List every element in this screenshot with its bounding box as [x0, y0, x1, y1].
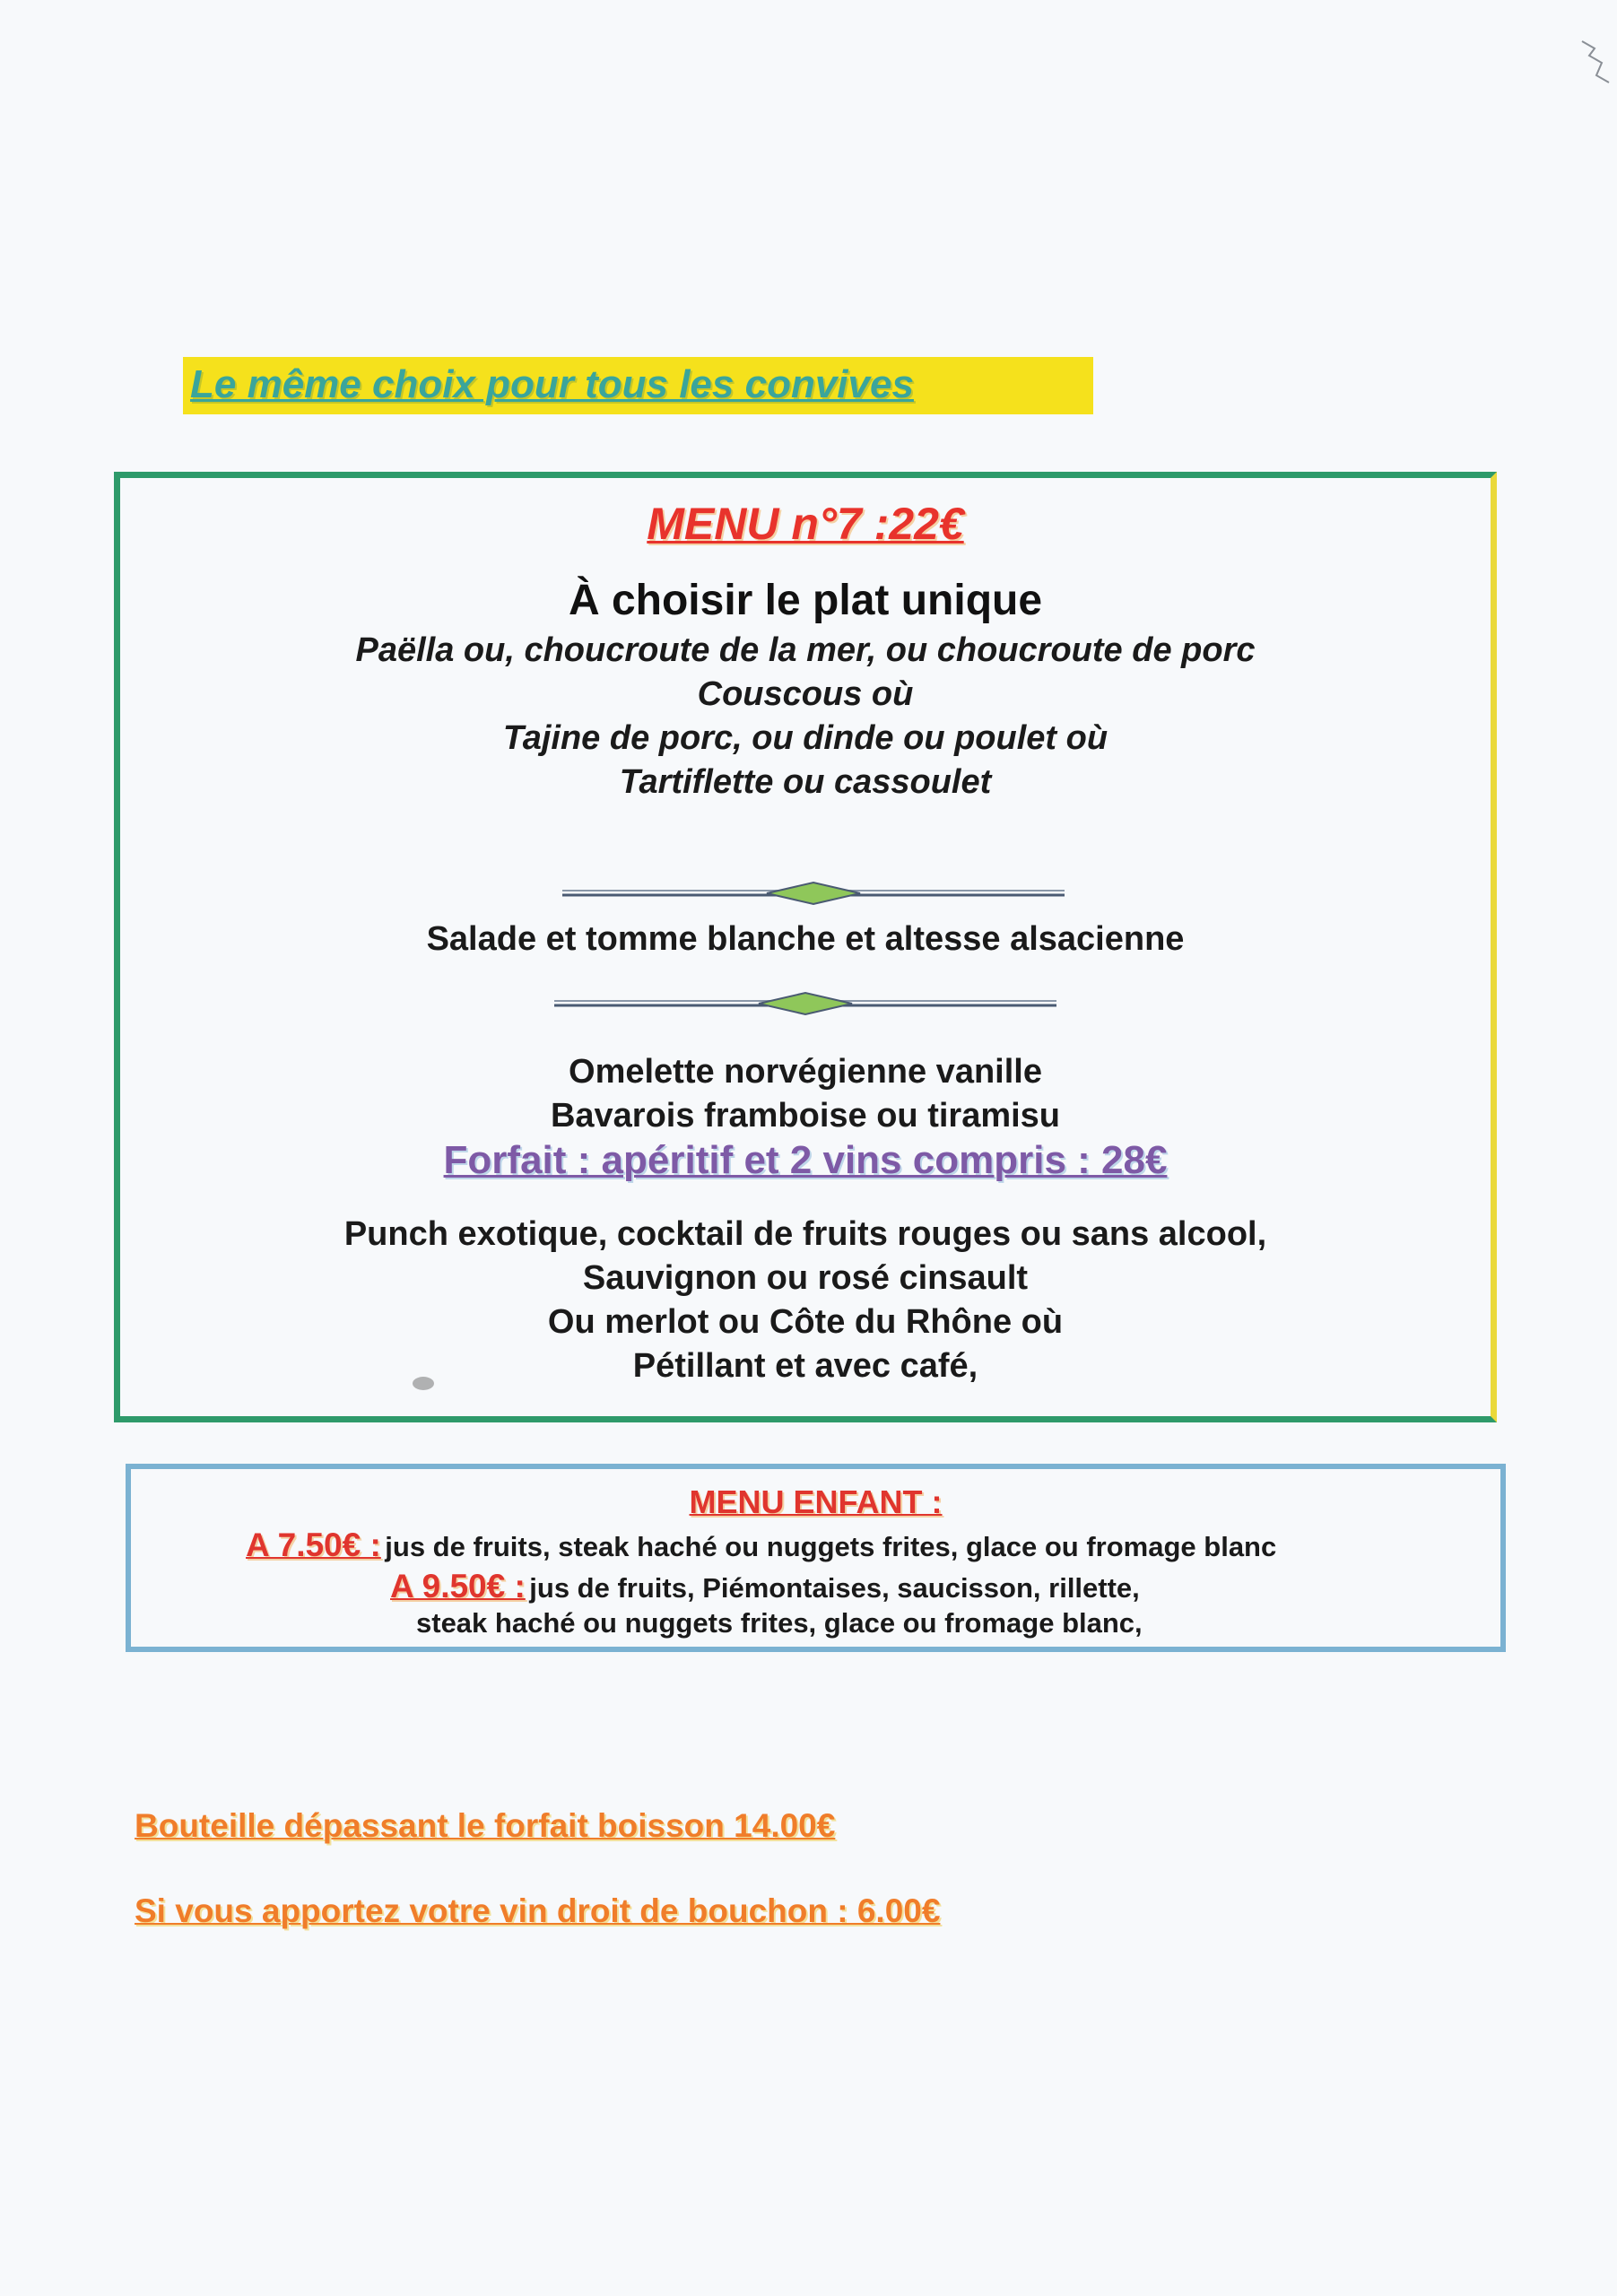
kids-option-1-desc: jus de fruits, steak haché ou nuggets frites, glace ou fromage blanc — [385, 1531, 1277, 1562]
drink-line: Ou merlot ou Côte du Rhône où — [547, 1303, 1064, 1341]
kids-option-1 — [246, 1526, 1276, 1564]
drink-line: Sauvignon ou rosé cinsault — [582, 1259, 1029, 1297]
headline-text: Le même choix pour tous les convives — [190, 362, 914, 406]
forfait-line: Forfait : apéritif et 2 vins compris : 28€ — [443, 1138, 1168, 1182]
headline-banner — [183, 357, 1093, 414]
page-corner-tear — [1578, 36, 1614, 108]
ink-smudge — [413, 1377, 434, 1390]
divider-ornament-bottom — [554, 990, 1056, 1017]
kids-option-2-continued — [416, 1607, 1143, 1639]
dish-line: Tajine de porc, ou dinde ou poulet où — [502, 719, 1108, 757]
kids-option-2-price: A 9.50€ : — [390, 1568, 526, 1605]
divider-ornament-top — [562, 880, 1065, 907]
choose-heading: À choisir le plat unique — [568, 577, 1043, 624]
kids-option-1-price: A 7.50€ : — [246, 1526, 381, 1563]
cheese-course: Salade et tomme blanche et altesse alsacienne — [426, 920, 1185, 958]
kids-option-2-desc-line2: steak haché ou nuggets frites, glace ou fromage blanc, — [416, 1607, 1143, 1639]
drink-line: Pétillant et avec café, — [632, 1347, 978, 1385]
menu-7-box — [114, 472, 1497, 1422]
dish-line: Couscous où — [697, 675, 914, 713]
dish-list — [120, 629, 1491, 804]
bottle-supplement-note: Bouteille dépassant le forfait boisson 14.00€ — [135, 1807, 836, 1844]
drink-line: Punch exotique, cocktail de fruits rouges ou sans alcool, — [343, 1215, 1267, 1253]
menu-title: MENU n°7 :22€ — [647, 499, 964, 549]
kids-menu-title: MENU ENFANT : — [689, 1483, 943, 1520]
dish-line: Tartiflette ou cassoulet — [619, 763, 992, 801]
dessert-line: Bavarois framboise ou tiramisu — [550, 1097, 1061, 1135]
drinks-list — [120, 1213, 1491, 1388]
kids-option-2 — [390, 1568, 1140, 1605]
kids-menu-box — [126, 1464, 1506, 1652]
kids-option-2-desc: jus de fruits, Piémontaises, saucisson, rillette, — [529, 1572, 1140, 1604]
dessert-line: Omelette norvégienne vanille — [569, 1053, 1042, 1091]
dish-line: Paëlla ou, choucroute de la mer, ou choucroute de porc — [355, 631, 1256, 669]
corkage-fee-note: Si vous apportez votre vin droit de bouchon : 6.00€ — [135, 1892, 941, 1929]
